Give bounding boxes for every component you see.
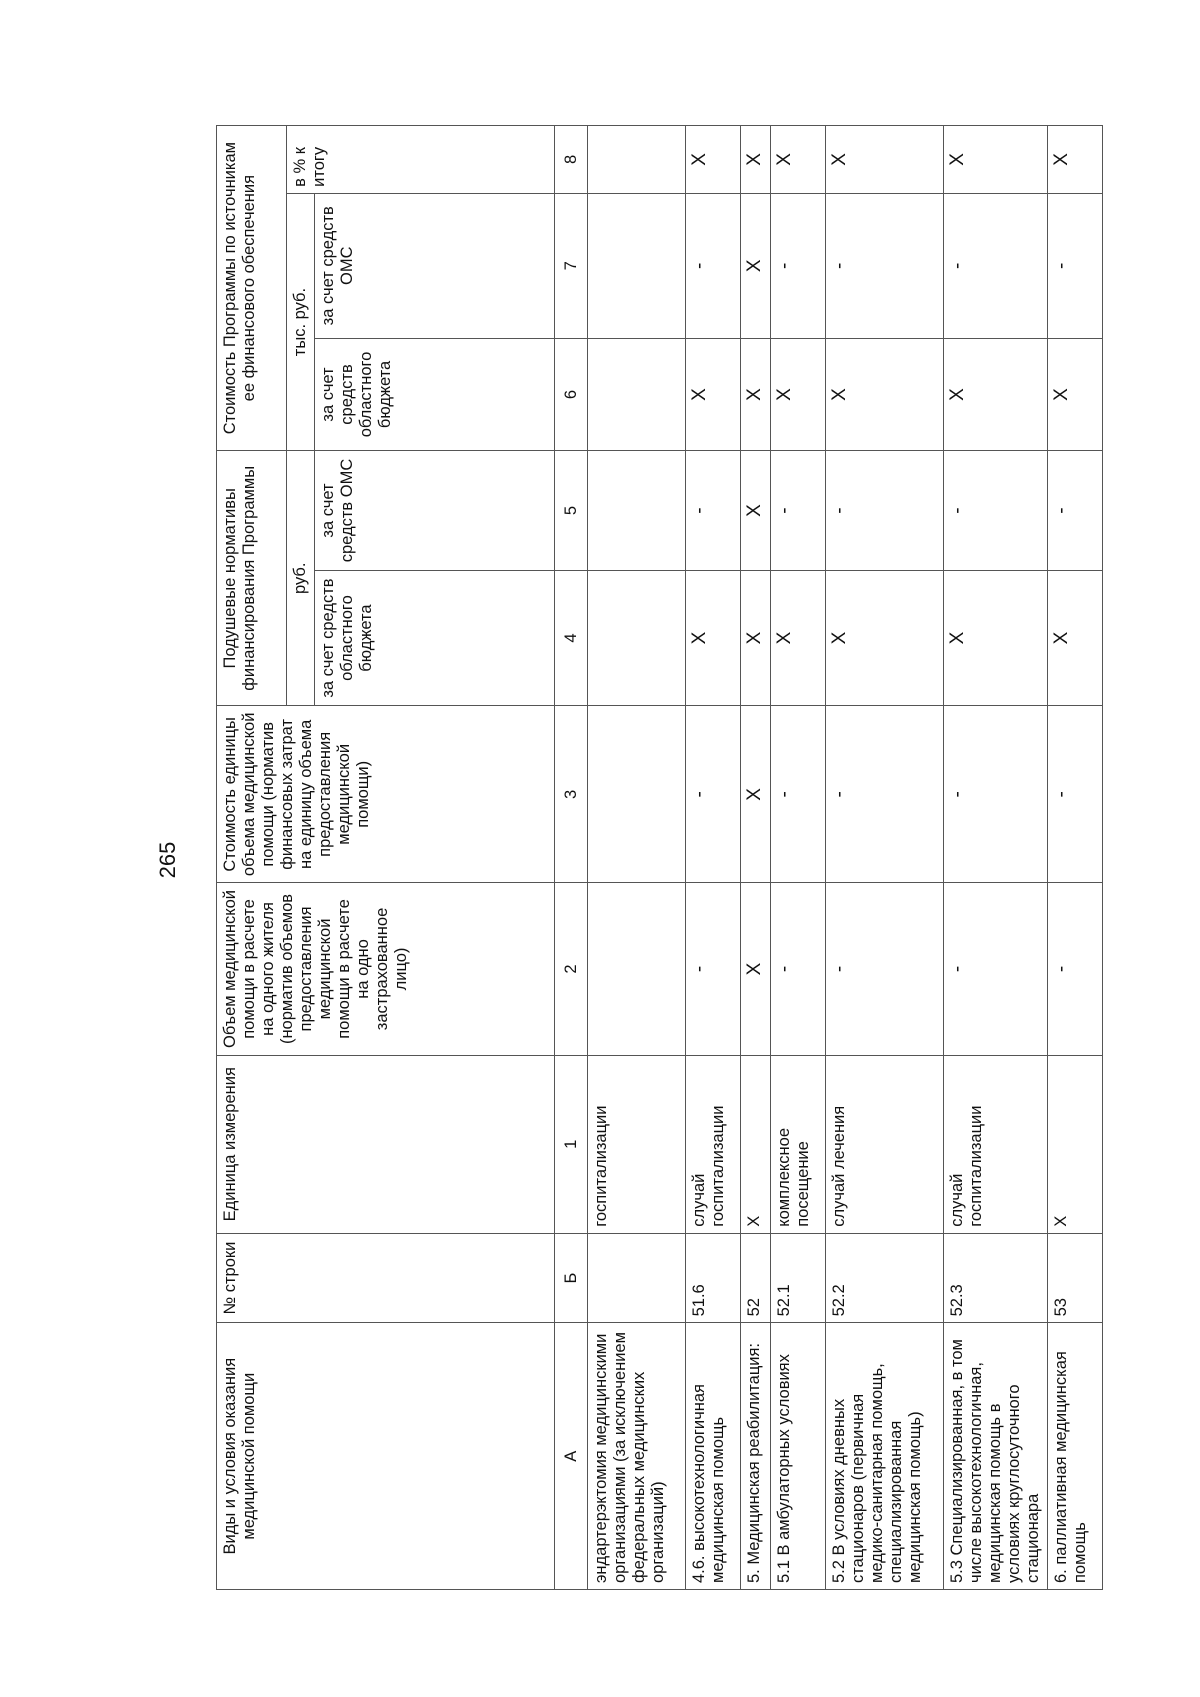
row-number: 52.3 — [944, 1233, 1048, 1323]
cell-cost-oms: - — [1048, 193, 1103, 338]
table-row — [1048, 126, 1103, 1590]
header-percent: в % к итогу — [287, 126, 555, 194]
index-cell: 7 — [555, 193, 588, 338]
cell-percent: X — [686, 126, 741, 194]
header-thousand-rub: тыс. руб. — [287, 193, 315, 450]
row-unit: случай госпитализации — [686, 1055, 741, 1233]
header-row-number: № строки — [217, 1233, 555, 1323]
cell-norm-budget: X — [771, 570, 826, 706]
row-number: 52.2 — [826, 1233, 944, 1323]
cell-volume: - — [771, 883, 826, 1055]
table-row — [826, 126, 944, 1590]
cell-norm-budget: X — [1048, 570, 1103, 706]
row-name: 5. Медицинская реабилитация: — [741, 1323, 771, 1590]
header-kinds: Виды и условия оказания медицинской помощи — [217, 1323, 555, 1590]
cell-percent: X — [771, 126, 826, 194]
row-name: 5.2 В условиях дневных стационаров (первичная медико-санитарная помощь, специализированная медицинская помощь) — [826, 1323, 944, 1590]
cell-norm-budget: X — [741, 570, 771, 706]
table-row — [771, 126, 826, 1590]
index-cell: 2 — [555, 883, 588, 1055]
cell-norm-oms: - — [944, 451, 1048, 571]
row-name: 6. паллиативная медицинская помощь — [1048, 1323, 1103, 1590]
cell-volume: - — [826, 883, 944, 1055]
row-unit: госпитализации — [588, 1055, 686, 1233]
index-cell: 8 — [555, 126, 588, 194]
cell-unit-cost: - — [771, 706, 826, 883]
cell-unit-cost: X — [741, 706, 771, 883]
header-regional-budget-norm: за счет средств областного бюджета — [315, 570, 555, 706]
cell-percent: X — [826, 126, 944, 194]
index-cell: 3 — [555, 706, 588, 883]
row-unit: случай лечения — [826, 1055, 944, 1233]
row-unit: комплексное посещение — [771, 1055, 826, 1233]
header-unit-cost: Стоимость единицы объема медицинской помощи (норматив финансовых затрат на единицу объема предоставления медицинской помощи) — [217, 706, 555, 883]
table-row — [741, 126, 771, 1590]
index-cell: 6 — [555, 338, 588, 451]
cell-cost-budget — [588, 338, 686, 451]
cell-norm-oms: X — [741, 451, 771, 571]
table-row — [686, 126, 741, 1590]
header-oms-norm: за счет средств ОМС — [315, 451, 555, 571]
cell-unit-cost: - — [686, 706, 741, 883]
cell-norm-oms: - — [686, 451, 741, 571]
cell-cost-budget: X — [741, 338, 771, 451]
column-index-row — [555, 126, 588, 1590]
cell-norm-budget: X — [826, 570, 944, 706]
cell-volume: - — [944, 883, 1048, 1055]
cell-norm-budget — [588, 570, 686, 706]
row-unit: X — [741, 1055, 771, 1233]
cell-norm-oms — [588, 451, 686, 571]
cell-cost-budget: X — [686, 338, 741, 451]
header-program-cost-group: Стоимость Программы по источникам ее финансового обеспечения — [217, 126, 287, 451]
row-name: 5.1 В амбулаторных условиях — [771, 1323, 826, 1590]
cell-cost-oms: - — [826, 193, 944, 338]
index-cell: 5 — [555, 451, 588, 571]
header-rub: руб. — [287, 451, 315, 706]
index-cell: 4 — [555, 570, 588, 706]
page-number: 265 — [155, 841, 180, 879]
header-volume: Объем медицинской помощи в расчете на одного жителя (норматив объемов предоставления медицинской помощи в расчете на одно застрахованное лицо) — [217, 883, 555, 1055]
row-name: 4.6. высокотехнологичная медицинская помощь — [686, 1323, 741, 1590]
row-number: 51.6 — [686, 1233, 741, 1323]
cell-percent: X — [944, 126, 1048, 194]
cell-unit-cost: - — [826, 706, 944, 883]
row-number — [588, 1233, 686, 1323]
cell-percent: X — [741, 126, 771, 194]
table-row — [944, 126, 1048, 1590]
cell-norm-budget: X — [686, 570, 741, 706]
header-oms-cost: за счет средств ОМС — [315, 193, 555, 338]
header-unit: Единица измерения — [217, 1055, 555, 1233]
row-name: 5.3 Специализированная, в том числе высокотехнологичная, медицинская помощь в условиях круглосуточного стационара — [944, 1323, 1048, 1590]
cell-volume: X — [741, 883, 771, 1055]
index-cell: 1 — [555, 1055, 588, 1233]
cell-cost-oms: - — [771, 193, 826, 338]
financing-table — [216, 125, 1103, 1590]
cell-percent — [588, 126, 686, 194]
rotated-table-container — [216, 125, 1091, 1590]
cell-cost-oms — [588, 193, 686, 338]
index-cell: Б — [555, 1233, 588, 1323]
cell-norm-oms: - — [826, 451, 944, 571]
cell-cost-budget: X — [944, 338, 1048, 451]
cell-cost-budget: X — [771, 338, 826, 451]
row-unit: случай госпитализации — [944, 1055, 1048, 1233]
header-regional-budget-cost: за счет средств областного бюджета — [315, 338, 555, 451]
cell-norm-oms: - — [1048, 451, 1103, 571]
cell-percent: X — [1048, 126, 1103, 194]
cell-unit-cost: - — [944, 706, 1048, 883]
cell-cost-oms: - — [944, 193, 1048, 338]
cell-cost-budget: X — [826, 338, 944, 451]
cell-volume — [588, 883, 686, 1055]
row-name: эндартерэктомия медицинскими организациями (за исключением федеральных медицинских организаций) — [588, 1323, 686, 1590]
table-row — [588, 126, 686, 1590]
cell-volume: - — [1048, 883, 1103, 1055]
cell-unit-cost — [588, 706, 686, 883]
index-cell: А — [555, 1323, 588, 1590]
cell-unit-cost: - — [1048, 706, 1103, 883]
cell-norm-budget: X — [944, 570, 1048, 706]
cell-cost-budget: X — [1048, 338, 1103, 451]
cell-norm-oms: - — [771, 451, 826, 571]
row-unit: X — [1048, 1055, 1103, 1233]
row-number: 52 — [741, 1233, 771, 1323]
cell-cost-oms: X — [741, 193, 771, 338]
row-number: 53 — [1048, 1233, 1103, 1323]
header-per-capita-group: Подушевые нормативы финансирования Программы — [217, 451, 287, 706]
cell-cost-oms: - — [686, 193, 741, 338]
cell-volume: - — [686, 883, 741, 1055]
row-number: 52.1 — [771, 1233, 826, 1323]
